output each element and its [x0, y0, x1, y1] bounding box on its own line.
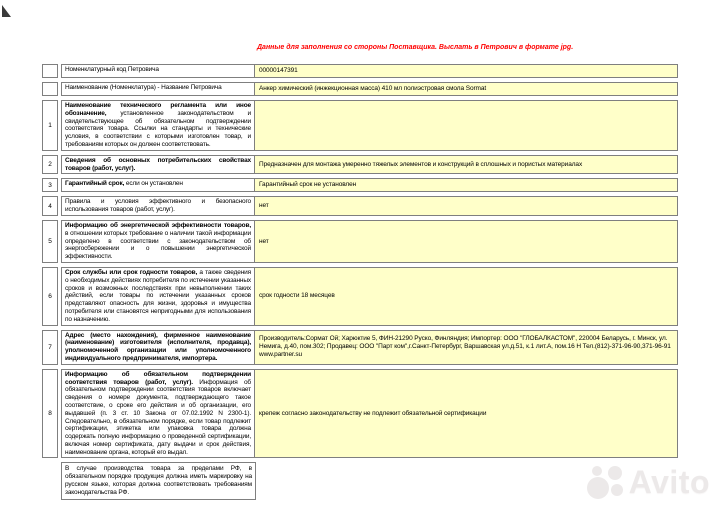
row-label-text: если он установлен	[124, 180, 183, 188]
row-main-cells	[61, 100, 678, 151]
row-label-bold-text: Информацию об обязательном подтверждении соответствия товаров (работ, услуг).	[65, 370, 251, 386]
footer-note: В случае производства товара за пределами РФ, в обязательном порядке продукция должна иметь маркировку на русском языке, которая должна соответствовать требованиям законодательства РФ.	[61, 462, 256, 499]
row-main-cells	[61, 196, 678, 216]
row-main-cells	[61, 178, 678, 192]
row-main-cells	[61, 369, 678, 459]
row-value-text: нет	[259, 237, 269, 245]
row-main-cells	[61, 330, 678, 365]
row-value-cell	[255, 101, 677, 150]
row-value-cell	[255, 331, 677, 364]
row-label-cell	[62, 179, 255, 191]
row-number-cell: 8	[42, 369, 58, 459]
row-label-cell	[62, 221, 255, 262]
row-label-cell	[62, 197, 255, 215]
row-number-cell	[42, 64, 58, 78]
row-main-cells	[61, 64, 678, 78]
row-label-bold-text: Информацию об энергетической эффективности товаров,	[65, 221, 251, 229]
table-row	[42, 64, 678, 78]
table-row	[42, 267, 678, 326]
table-row	[42, 369, 678, 459]
row-label-text: установленное законодательством и свидетельствующее об обязательном подтверждении соответствия товара. Ссылки на стандарты и технические условия, в соответствии с которыми изготовлен товар, и требованиям которых он должен соответствовать.	[65, 109, 251, 148]
table-row	[42, 220, 678, 263]
row-main-cells	[61, 220, 678, 263]
row-number-cell: 4	[42, 196, 58, 216]
row-number-cell: 7	[42, 330, 58, 365]
row-main-cells	[61, 267, 678, 326]
row-label-cell	[62, 331, 255, 364]
row-label-bold-text: Сведения об основных потребительских свойствах товаров (работ, услуг).	[65, 156, 251, 172]
row-label-cell	[62, 268, 255, 325]
table-row	[42, 330, 678, 365]
row-number-cell: 5	[42, 220, 58, 263]
row-label-text: Информация об обязательном подтверждении соответствия товаров включает сведения о номере документа, подтверждающего такое соответствие, о сроке его действия и об организации, его выдавшей (п. 3 ст. 10 Закона от 07.02.1992 N 2300-1). Следовательно, в обязательном порядке, если товар подлежит сертификации, этикетка или упаковка товара должна содержать полную информацию о проведенной сертификации, включая номер сертификата, дату выдачи и срок действия, наименование органа, который его выдал.	[65, 378, 251, 456]
row-value-text: Предназначен для монтажа умеренно тяжелых элементов и конструкций в сплошных и пористых материалах	[259, 160, 583, 168]
row-label-cell	[62, 370, 255, 458]
row-value-text: срок годности 18 месяцев	[259, 292, 335, 300]
row-label-bold-text: Срок службы или срок годности товаров,	[65, 268, 198, 276]
row-label-cell	[62, 83, 255, 95]
row-value-cell	[255, 83, 677, 95]
row-number-cell: 3	[42, 178, 58, 192]
row-value-text: Гарантийный срок не установлен	[259, 181, 357, 189]
row-value-cell	[255, 197, 677, 215]
row-label-bold-text: Наименование технического регламента или иное обозначение,	[65, 102, 251, 117]
row-main-cells	[61, 155, 678, 175]
row-label-text: Номенклатурный код Петровича	[65, 66, 159, 73]
row-label-text: Правила и условия эффективного и безопасного использования товаров (работ, услуг).	[65, 198, 251, 214]
row-value-cell	[255, 156, 677, 174]
row-label-text: Наименование (Номенклатура) - Название Петровича	[65, 84, 222, 91]
row-value-text: нет	[259, 202, 269, 210]
row-value-text: 00000147391	[259, 67, 298, 75]
row-label-cell	[62, 101, 255, 150]
row-number-cell: 1	[42, 100, 58, 151]
row-number-cell: 2	[42, 155, 58, 175]
avito-watermark-text: Avito	[628, 463, 710, 500]
table-row	[42, 196, 678, 216]
table-row	[42, 155, 678, 175]
row-label-bold-text: Адрес (место нахождения), фирменное наименование (наименование) изготовителя (исполнителя, продавца), уполномоченной организации или уполномоченного индивидуального предпринимателя, импортера.	[65, 331, 251, 362]
table-row	[42, 100, 678, 151]
row-value-cell	[255, 221, 677, 262]
row-main-cells	[61, 82, 678, 96]
row-label-text: в отношении которых требование о наличии такой информации определено в соответствии с законодательством об энергосбережении и о повышении энергетической эффективности.	[65, 229, 251, 261]
row-value-text: крепеж согласно законодательству не подлежит обязательной сертификации	[259, 409, 487, 417]
row-value-cell	[255, 179, 677, 191]
supplier-note: Данные для заполнения со стороны Поставщика. Выслать в Петрович в формате jpg.	[257, 44, 574, 51]
avito-watermark	[586, 462, 710, 502]
row-label-text: а также сведения о необходимых действиях потребителя по истечении указанных сроков и возможных последствиях при невыполнении таких действий, если товары по истечении указанных сроков представляют опасность для жизни, здоровья и имущества потребителя или становятся непригодными для использования по назначению.	[65, 268, 252, 323]
row-number-cell	[42, 82, 58, 96]
row-label-cell	[62, 65, 255, 77]
row-label-bold-text: Гарантийный срок,	[65, 180, 125, 188]
table-row	[42, 82, 678, 96]
row-label-cell	[62, 156, 255, 174]
row-value-cell	[255, 65, 677, 77]
avito-logo-icon	[586, 462, 626, 502]
row-value-cell	[255, 370, 677, 458]
row-value-text: Производитель:Сормат Ой; Харюктие 5, ФИН-21290 Руско, Финляндия; Импортер: ООО "ГЛОБАЛКАСТОМ", 220004 Беларусь, г. Минск, ул. Немига, д.40, пом.302; Продавец: ООО "Парт ком",г.Санкт-Петербург, Варшавская ул.д.51, к.1 лит.А, пом.16 Н Тел.(812)-371-96-90,371-96-91 www.partner.su	[259, 335, 671, 359]
row-number-cell: 6	[42, 267, 58, 326]
table-row	[42, 178, 678, 192]
corner-fold-triangle-icon	[2, 5, 11, 17]
row-value-cell	[255, 268, 677, 325]
row-value-text: Анкер химический (инжекционная масса) 410 мл полиэстровая смола Sormat	[259, 85, 487, 93]
spec-table	[42, 64, 678, 500]
